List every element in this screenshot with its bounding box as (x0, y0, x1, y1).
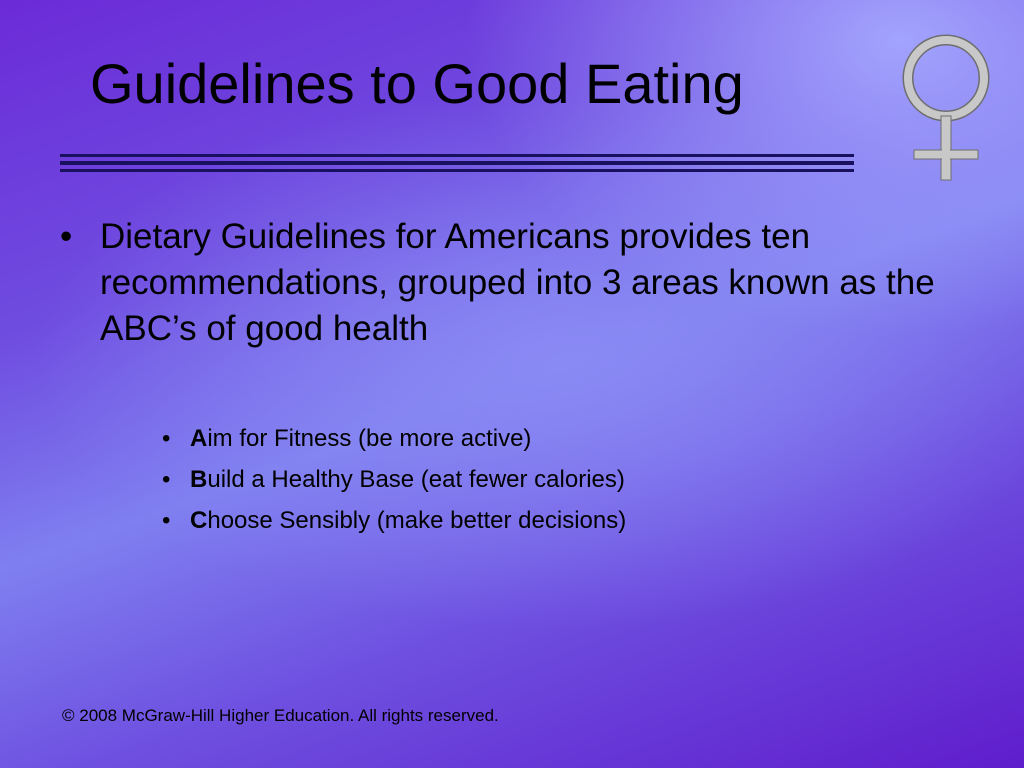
sub-bullet-lead-letter: C (190, 507, 208, 534)
title-rule-line (60, 154, 854, 157)
sub-bullet-item (162, 500, 626, 541)
sub-bullet-text: uild a Healthy Base (eat fewer calories) (207, 466, 625, 493)
bullet-marker: • (60, 217, 73, 256)
title-rule-line (60, 161, 854, 165)
sub-bullet-text: im for Fitness (be more active) (207, 425, 532, 452)
copyright-footer: © 2008 McGraw-Hill Higher Education. All rights reserved. (62, 706, 499, 725)
sub-bullet-item (162, 418, 626, 459)
bullet-marker: • (162, 507, 171, 534)
slide-title: Guidelines to Good Eating (90, 52, 744, 115)
sub-bullet-lead-letter: B (190, 466, 208, 493)
bullet-marker: • (162, 466, 171, 493)
sub-bullet-item (162, 459, 626, 500)
main-bullet-text: Dietary Guidelines for Americans provides ten recommendations, grouped into 3 areas known as the ABC’s of good health (100, 217, 935, 348)
sub-bullet-lead-letter: A (190, 425, 208, 452)
sub-bullet-list (162, 418, 626, 541)
bullet-marker: • (162, 425, 171, 452)
title-rule-line (60, 169, 854, 172)
venus-symbol-icon (898, 30, 994, 182)
main-bullet (60, 214, 960, 352)
sub-bullet-text: hoose Sensibly (make better decisions) (207, 507, 627, 534)
